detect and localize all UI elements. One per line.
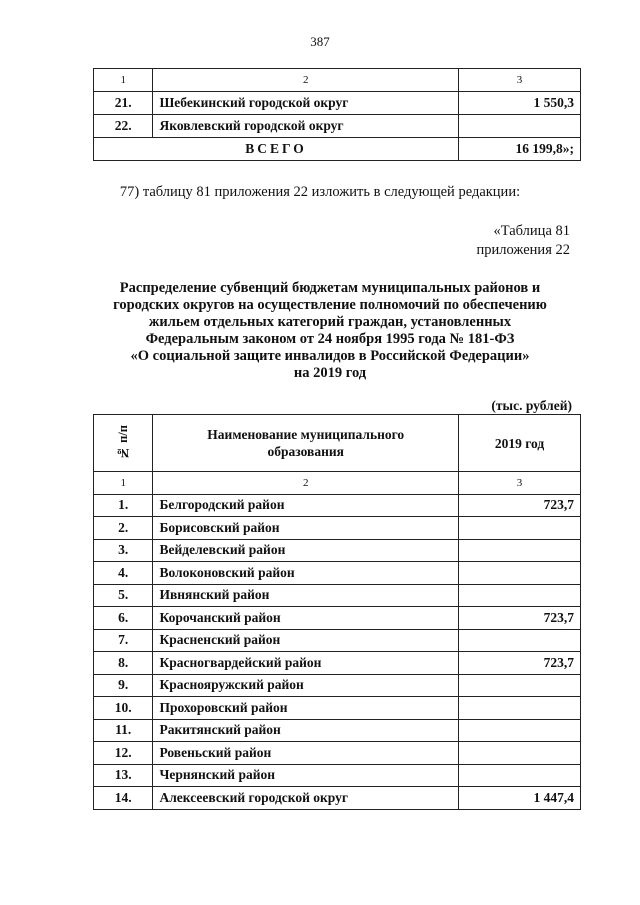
table-row	[94, 697, 581, 720]
column-number: 2	[153, 69, 459, 92]
row-name: Белгородский район	[153, 494, 459, 517]
row-value: 723,7	[458, 494, 580, 517]
row-value	[458, 517, 580, 540]
row-number: 2.	[94, 517, 153, 540]
row-value: 723,7	[458, 607, 580, 630]
title-line: «О социальной защите инвалидов в Российской Федерации»	[130, 348, 530, 364]
column-numbers-row	[94, 472, 581, 495]
row-value: 723,7	[458, 652, 580, 675]
row-number: 8.	[94, 652, 153, 675]
row-value	[458, 539, 580, 562]
row-number: 22.	[94, 115, 153, 138]
row-number: 3.	[94, 539, 153, 562]
row-name: Красногвардейский район	[153, 652, 459, 675]
total-row	[94, 138, 581, 161]
row-value	[458, 674, 580, 697]
row-number: 9.	[94, 674, 153, 697]
row-name: Прохоровский район	[153, 697, 459, 720]
header-number-label: № п/п	[115, 425, 130, 461]
row-name: Шебекинский городской округ	[153, 92, 459, 115]
table-body	[94, 494, 581, 809]
total-label: ВСЕГО	[94, 138, 459, 161]
row-number: 4.	[94, 562, 153, 585]
row-name: Ровеньский район	[153, 742, 459, 765]
column-number: 1	[94, 69, 153, 92]
row-value: 1 447,4	[458, 787, 580, 810]
row-name: Корочанский район	[153, 607, 459, 630]
row-value	[458, 719, 580, 742]
row-name: Ивнянский район	[153, 584, 459, 607]
row-number: 10.	[94, 697, 153, 720]
table-row	[94, 652, 581, 675]
header-year: 2019 год	[458, 415, 580, 472]
title-line: жильем отдельных категорий граждан, установленных	[148, 314, 512, 330]
column-number: 2	[153, 472, 459, 495]
table-row	[94, 92, 581, 115]
title-line: Федеральным законом от 24 ноября 1995 года № 181-ФЗ	[145, 331, 515, 347]
row-number: 5.	[94, 584, 153, 607]
column-number: 1	[94, 472, 153, 495]
table-row	[94, 764, 581, 787]
row-number: 21.	[94, 92, 153, 115]
row-value: 1 550,3	[458, 92, 580, 115]
row-number: 6.	[94, 607, 153, 630]
row-value	[458, 764, 580, 787]
instruction-text: 77) таблицу 81 приложения 22 изложить в следующей редакции:	[119, 184, 521, 200]
total-value: 16 199,8»;	[458, 138, 580, 161]
table-header-row	[94, 415, 581, 472]
row-name: Чернянский район	[153, 764, 459, 787]
header-number	[94, 415, 153, 472]
row-value	[458, 115, 580, 138]
page-number: 387	[310, 34, 330, 49]
row-value	[458, 742, 580, 765]
row-value	[458, 562, 580, 585]
row-name: Яковлевский городской округ	[153, 115, 459, 138]
title-line: городских округов на осуществление полномочий по обеспечению	[113, 297, 547, 313]
table-reference	[477, 222, 570, 260]
row-name: Краснояружский район	[153, 674, 459, 697]
row-name: Алексеевский городской округ	[153, 787, 459, 810]
row-number: 13.	[94, 764, 153, 787]
table-row	[94, 719, 581, 742]
row-value	[458, 629, 580, 652]
column-number: 3	[458, 69, 580, 92]
previous-table	[93, 68, 581, 161]
units-label: (тыс. рублей)	[491, 398, 572, 413]
row-number: 7.	[94, 629, 153, 652]
table-row	[94, 787, 581, 810]
row-name: Вейделевский район	[153, 539, 459, 562]
row-value	[458, 697, 580, 720]
row-number: 12.	[94, 742, 153, 765]
column-number: 3	[458, 472, 580, 495]
header-name	[153, 415, 459, 472]
table-row	[94, 562, 581, 585]
row-name: Ракитянский район	[153, 719, 459, 742]
distribution-table	[93, 414, 581, 810]
row-number: 11.	[94, 719, 153, 742]
table-row	[94, 115, 581, 138]
document-title	[80, 280, 580, 382]
header-name-line: Наименование муниципального	[207, 427, 405, 442]
table-row	[94, 629, 581, 652]
row-name: Борисовский район	[153, 517, 459, 540]
table-row	[94, 674, 581, 697]
table-row	[94, 584, 581, 607]
row-value	[458, 584, 580, 607]
table-row	[94, 742, 581, 765]
table-header-row	[94, 69, 581, 92]
table-reference-line: приложения 22	[476, 242, 570, 258]
table-row	[94, 517, 581, 540]
title-line: на 2019 год	[293, 365, 367, 381]
row-number: 1.	[94, 494, 153, 517]
row-name: Красненский район	[153, 629, 459, 652]
table-row	[94, 494, 581, 517]
table-reference-line: «Таблица 81	[493, 223, 570, 239]
header-name-line: образования	[267, 444, 344, 459]
title-line: Распределение субвенций бюджетам муниципальных районов и	[119, 280, 541, 296]
row-name: Волоконовский район	[153, 562, 459, 585]
row-number: 14.	[94, 787, 153, 810]
table-row	[94, 539, 581, 562]
table-row	[94, 607, 581, 630]
